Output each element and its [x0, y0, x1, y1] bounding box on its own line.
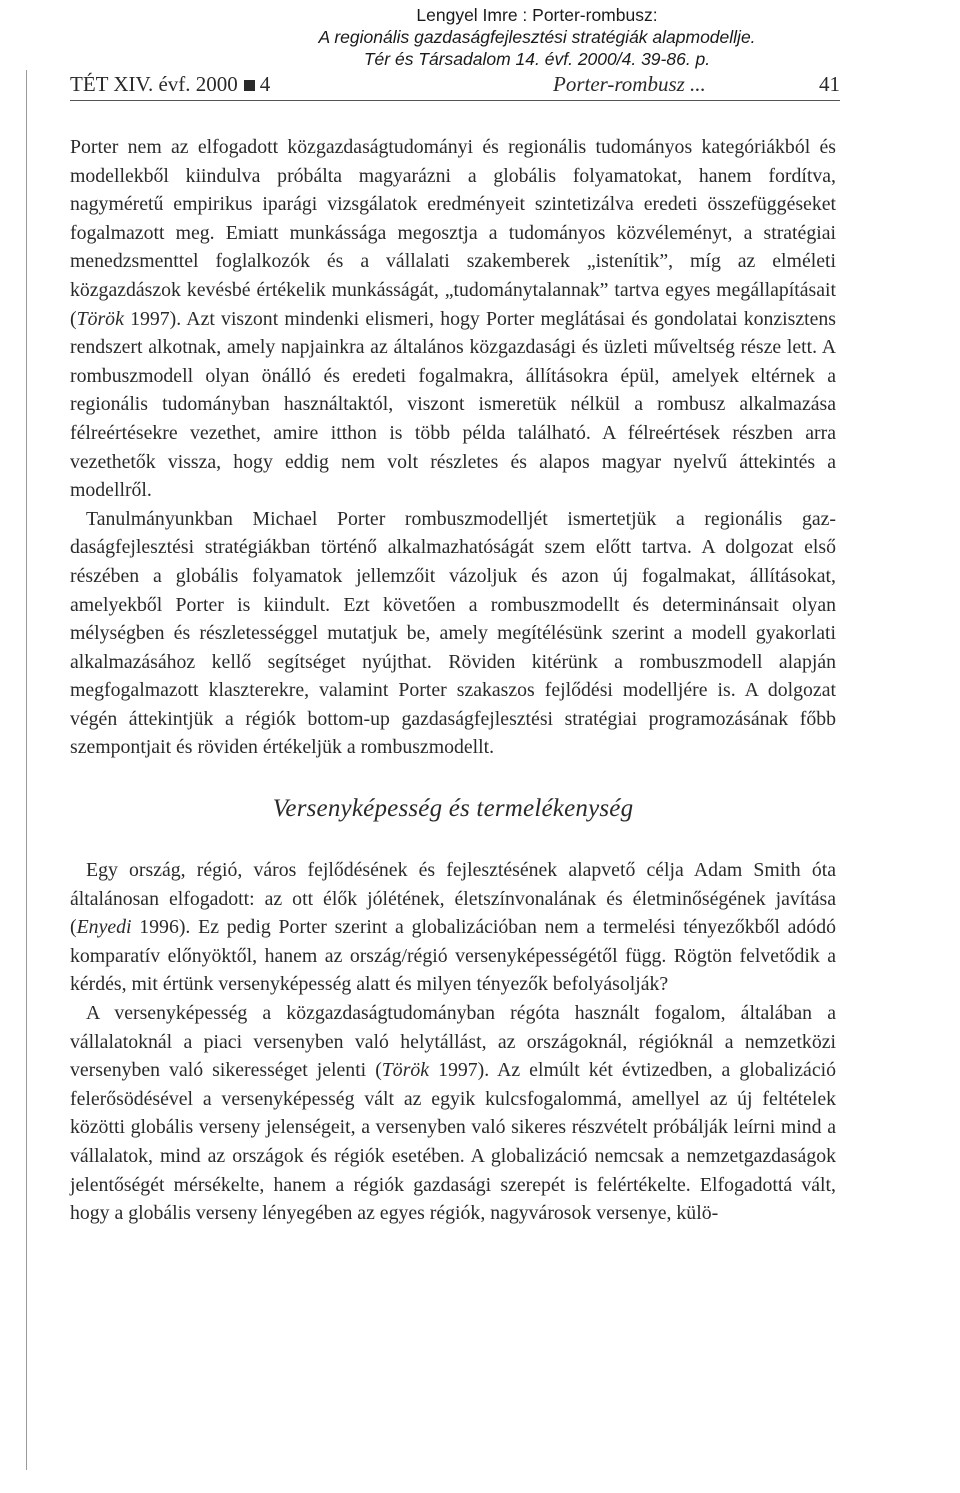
source-subtitle: A regionális gazdaságfejlesztési stratégiák alapmodellje.: [318, 27, 756, 47]
source-citation-header: [0, 4, 960, 70]
section-heading: Versenyképesség és termelékenység: [272, 795, 634, 823]
paragraph-goal: Egy ország, régió, város fejlődésének és fejlesztésének alapvető célja Adam Smith óta általánosan elfogadott: az ott élők jólétének, életszínvonalának és életminőségének javítása (Enyedi 1996). Ez pedig Porter szerint a globalizációban nem a termelési tényezőkből adódó komparatív előnyöktől, hanem az ország/régió versenyképességétől függ. Rögtön felvetődik a kérdés, mit értünk versenyképesség alatt és milyen tényezők befolyásolják?: [70, 859, 836, 996]
source-author-title: Lengyel Imre : Porter-rombusz:: [416, 5, 658, 25]
issue-number: 4: [259, 72, 271, 96]
citation-author: Enyedi: [76, 916, 132, 939]
source-journal-reference: Tér és Társadalom 14. évf. 2000/4. 39-86. p.: [363, 49, 711, 69]
paragraph-outline: Tanulmányunkban Michael Porter rombuszmodelljét ismertetjük a regionális gazdaságfejlesztési stratégiákban történő alkalmazhatóságát szem előtt tartva. A dolgozat első részében a globális folyamatok jellemzőit vázoljuk és azon új fogalmakat, állításokat, amelyekből Porter is kiindult. Ezt követően a rombuszmodellt és determinánsait olyan mélységben és részletességgel mutatjuk be, amely megítélésünk szerint a modell gyakorlati alkalmazásához kellő segítséget nyújthat. Röviden kitérünk a rombuszmodell alapján megfogalmazott klaszterekre, valamint Porter szakaszos fejlődési modelljére is. A dolgozat végén áttekintjük a régiók bottom-up gazdaságfejlesztési stratégiai programozásának főbb szempontjait és röviden értékeljük a rombuszmodellt.: [70, 507, 836, 759]
running-head-title: Porter-rombusz ...: [553, 72, 706, 96]
article-body: [70, 133, 836, 1228]
page-edge-rule: [26, 70, 27, 1470]
running-head: [70, 72, 840, 101]
citation-author: Török: [381, 1059, 430, 1082]
citation-author: Török: [76, 307, 124, 330]
paragraph-competitiveness: A versenyképesség a közgazdaságtudományban régóta használt fogalom, általában a vállalatoknál a piaci versenyben való helytállást, az országoknál, régióknál a nemzetközi versenyben való sikerességet jelenti (Török 1997). Az elmúlt két évtizedben, a globalizáció felerősödésével a versenyképesség vált az egyik kulcsfogalommá, amellyel az új feltételek közötti globális verseny jelenségeit, a versenyben való sikeres részvételt próbálják leírni mind a vállalatok, mind az országok és régiók esetében. A globalizáció nemcsak a nemzetgazdaságok jelentőségét mérsékelte, hanem a régiók gazdasági szerepét is felértékelte. Elfogadottá vált, hogy a globális verseny lényegében az egyes régiók, nagyvárosok versenye, külö-: [70, 1002, 837, 1225]
journal-volume: TÉT XIV. évf. 2000: [70, 72, 238, 96]
running-head-journal: [70, 72, 270, 97]
page-number: 41: [819, 72, 840, 96]
paragraph-intro: Porter nem az elfogadott közgazdaságtudományi és regionális tudományos kategóriákból és modellekből kiindulva próbálta magyarázni a globális folyamatokat, hanem fordítva, nagyméretű empirikus iparági vizsgálatok eredményeit szintetizálva eredeti összefüggéseket fogalmazott meg. Emiatt munkássága megosztja a tudományos közvéleményt, a stratégiai menedzsmenttel foglalkozók és a vállalati szakemberek „istenítik”, míg az elméleti közgazdászok kevésbé értékelik munkásságát, „tudománytalannak” tartva egyes megállapításait (Török 1997). Azt viszont mindenki elismeri, hogy Porter meglátásai és gondolatai konzisztens rendszert alkotnak, amely napjainkra az általános közgazdasági és üzleti műveltség része lett. A rombuszmodell olyan önálló és eredeti fogalmakra, állításokra épül, amelyek eltérnek a regionális tudományban használtaktól, viszont ismeretük nélkül a rombusz alkalmazása félreértésekre vezethet, amire itthon is több példa található. A félreértések részben arra vezethetők vissza, hogy eddig nem volt részletes és alapos magyar nyelvű áttekintés a modellről.: [70, 136, 836, 502]
square-bullet-icon: [244, 80, 255, 91]
